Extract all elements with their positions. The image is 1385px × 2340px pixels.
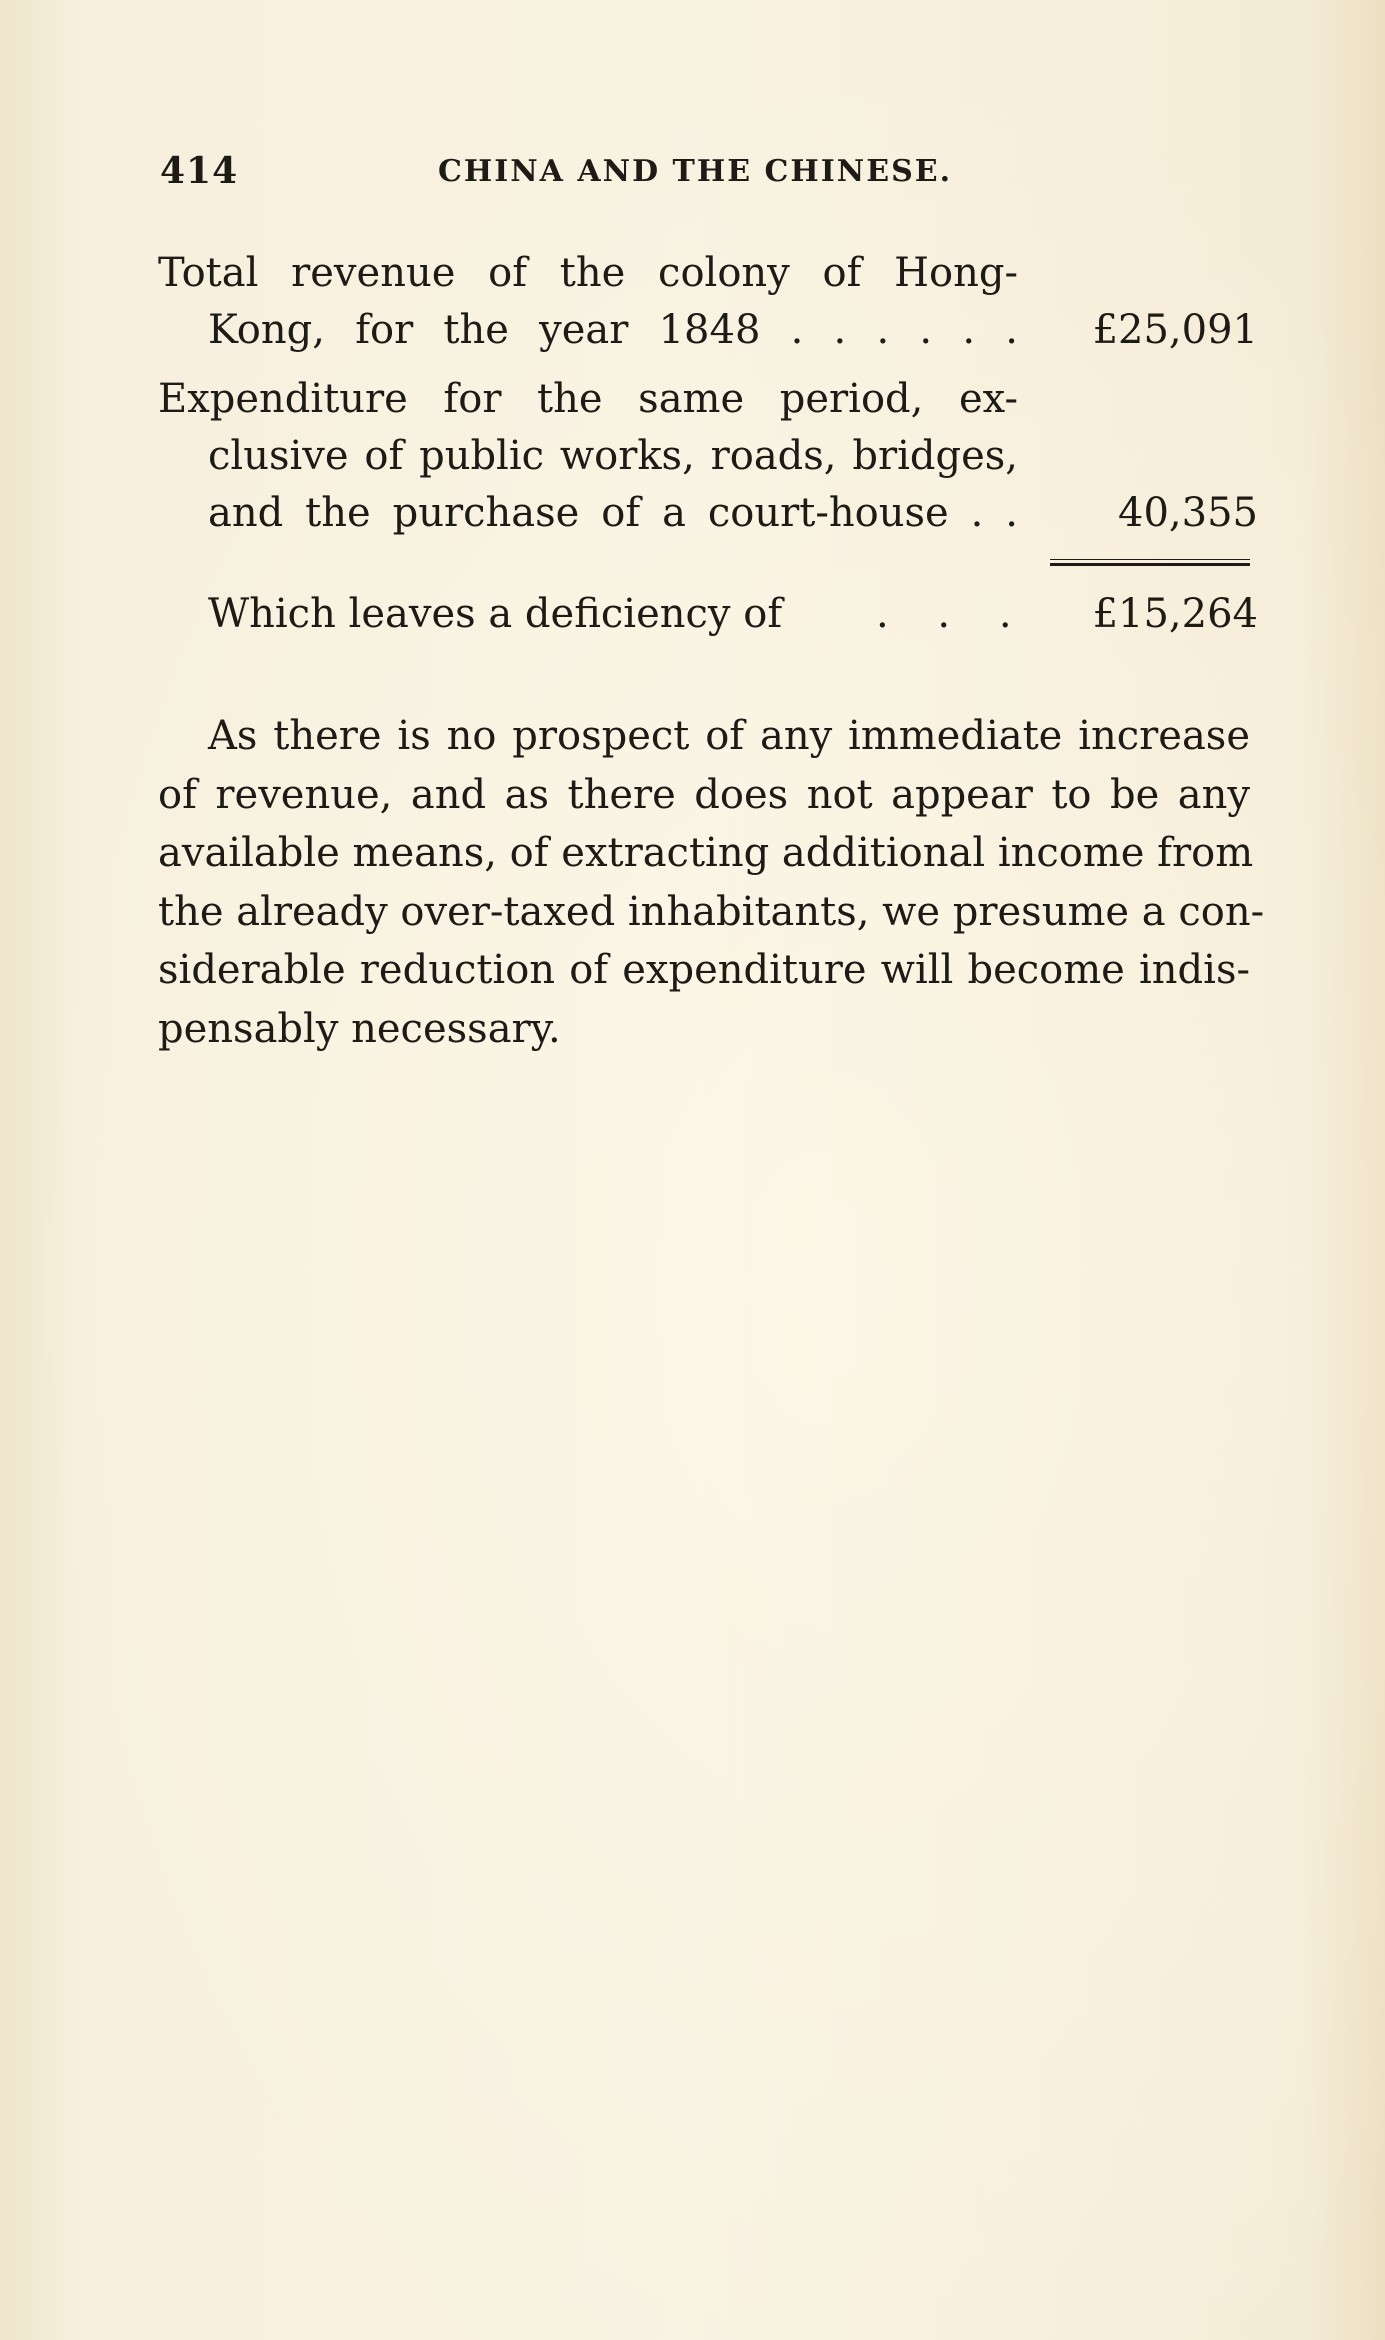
ledger-line: Kong, for the year 1848 . . . . . . <box>208 307 1018 353</box>
running-head: CHINA AND THE CHINESE. <box>438 154 953 189</box>
total-amount: £15,264 <box>1092 591 1258 637</box>
page-number: 414 <box>160 150 239 192</box>
ledger-amount-revenue: £25,091 <box>1092 307 1258 353</box>
total-leader-dots: . . . <box>876 591 1030 637</box>
total-label: Which leaves a deficiency of <box>208 591 783 637</box>
ledger-line: and the purchase of a court-house . . <box>208 490 1018 536</box>
paragraph-line: the already over-taxed inhabitants, we presume a con- <box>158 888 1265 935</box>
paragraph-line: siderable reduction of expenditure will become indis- <box>158 947 1250 993</box>
paragraph-line: available means, of extracting additional income from <box>158 830 1254 876</box>
ledger-entry-text <box>158 245 1018 359</box>
ledger-entry-text <box>158 371 1018 542</box>
ledger-entry-revenue <box>158 245 1258 359</box>
ledger-line: Expenditure for the same period, ex- <box>158 376 1018 422</box>
paragraph-line: pensably necessary. <box>158 1005 561 1052</box>
ledger-line: clusive of public works, roads, bridges, <box>208 433 1018 479</box>
revenue-ledger <box>158 245 1258 554</box>
ledger-entry-expenditure <box>158 371 1258 542</box>
page-header <box>160 150 1000 194</box>
sum-rule <box>1050 563 1250 566</box>
ledger-amount-expenditure: 40,355 <box>1118 490 1258 536</box>
ledger-line: Total revenue of the colony of Hong- <box>158 250 1018 296</box>
body-paragraph <box>158 707 1265 1058</box>
paragraph-line: As there is no prospect of any immediate increase <box>208 713 1250 759</box>
paragraph-line: of revenue, and as there does not appear to be any <box>158 771 1250 818</box>
